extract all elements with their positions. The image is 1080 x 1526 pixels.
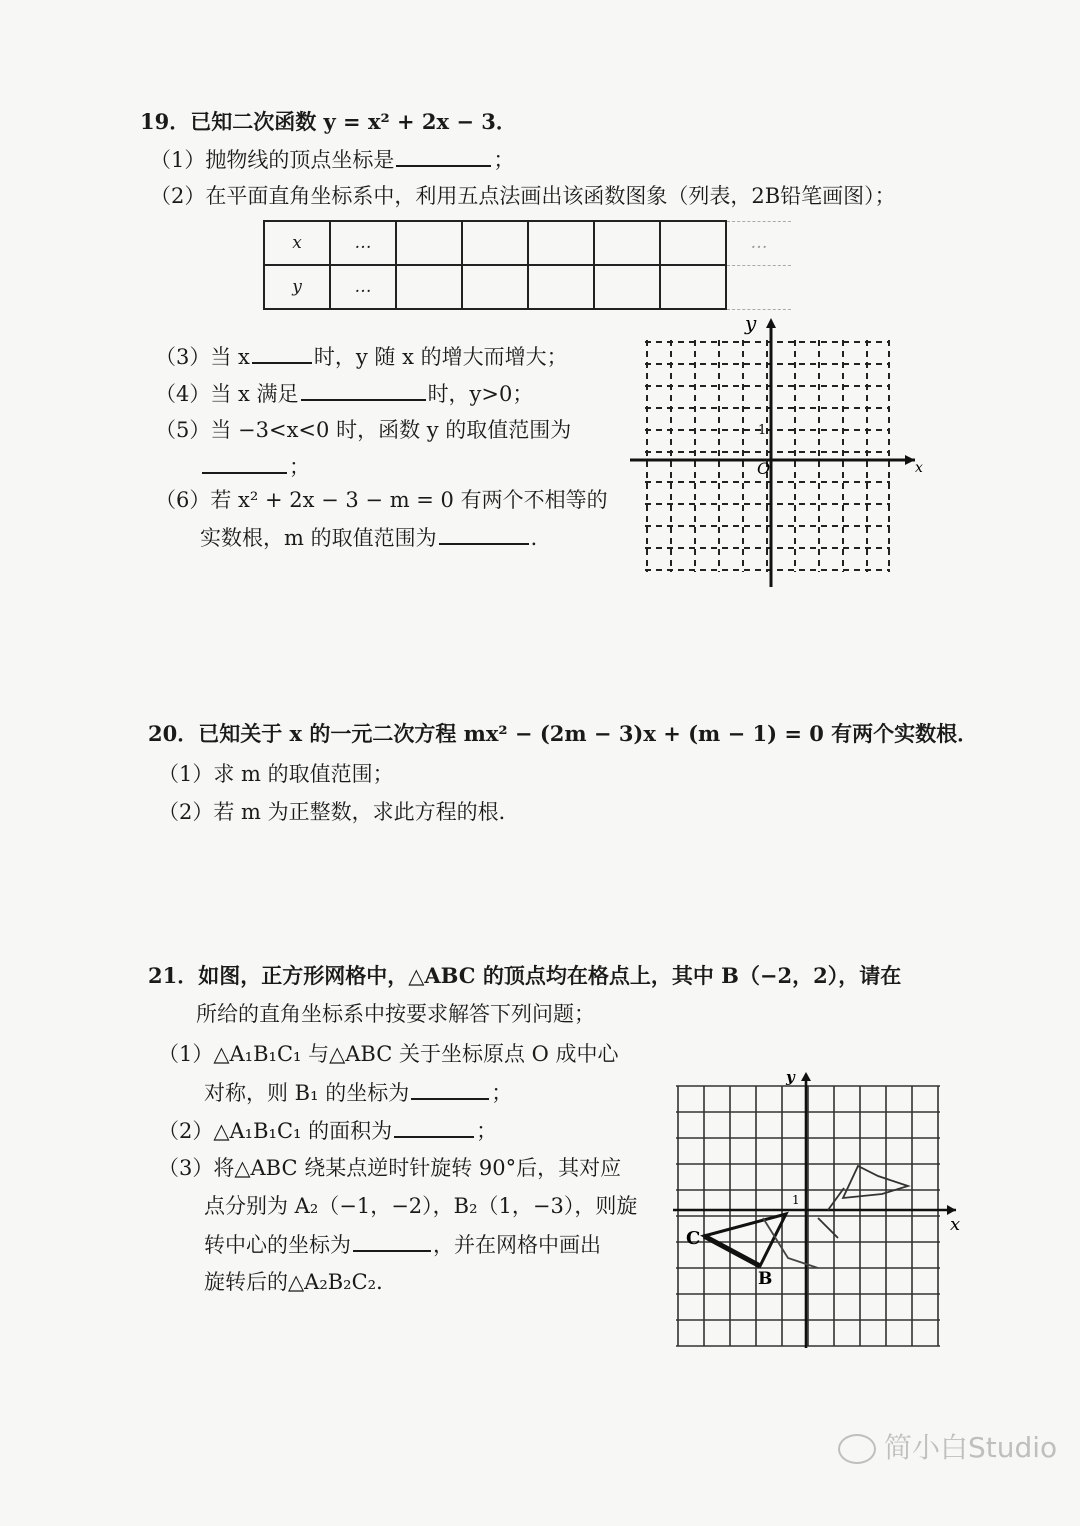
q19-part5-answer (200, 452, 310, 481)
q19-part3 (155, 342, 568, 371)
q21-part1-end: ； (491, 1081, 513, 1105)
answer-blank[interactable] (202, 452, 287, 474)
axes (673, 1074, 956, 1348)
answer-blank[interactable] (301, 379, 426, 401)
answer-blank[interactable] (396, 145, 491, 167)
q19-title: 19．已知二次函数 y = x² + 2x − 3． (140, 109, 517, 134)
q21-part3-line4: 旋转后的△A₂B₂C₂． (204, 1270, 398, 1294)
table-cell[interactable] (528, 221, 594, 265)
table-cell[interactable] (462, 265, 528, 309)
q20-title: 20．已知关于 x 的一元二次方程 mx² − (2m − 3)x + (m − 1) = 0 有两个实数根． (148, 721, 979, 746)
q21-part1-text: 对称，则 B₁ 的坐标为 (204, 1081, 410, 1105)
answer-blank[interactable] (353, 1230, 431, 1252)
q21-part2-end: ； (476, 1119, 498, 1143)
q19-part4-text2: 时，y>0； (427, 382, 534, 406)
answer-blank[interactable] (394, 1116, 474, 1138)
answer-blank[interactable] (411, 1078, 489, 1100)
q19-part5-end: ； (289, 455, 310, 479)
table-cell[interactable]: … (330, 221, 396, 265)
unit-label: 1 (758, 423, 767, 438)
table-cell[interactable] (594, 265, 660, 309)
q21-part3-line3 (204, 1230, 601, 1259)
table-cell[interactable]: … (330, 265, 396, 309)
grid-lines (676, 1086, 940, 1346)
table-header-y: y (264, 265, 330, 309)
x-arrow-icon (905, 455, 915, 465)
q21-title: 21．如图，正方形网格中，△ABC 的顶点均在格点上，其中 B（−2，2），请在 (148, 963, 902, 988)
wechat-icon (838, 1434, 876, 1464)
watermark (838, 1426, 1057, 1466)
q21-part3-line2: 点分别为 A₂（−1，−2），B₂（1，−3），则旋 (204, 1194, 638, 1218)
table-header-x: x (264, 221, 330, 265)
q21-part1-line2 (204, 1078, 512, 1107)
q19-part3-text2: 时，y 随 x 的增大而增大； (313, 345, 568, 369)
q19-coordinate-grid[interactable] (625, 312, 935, 592)
axis-arrows (766, 318, 915, 465)
q19-part6-text: 实数根，m 的取值范围为 (200, 526, 437, 550)
table-row (264, 265, 791, 309)
q19-part5: （5）当 −3<x<0 时，函数 y 的取值范围为 (155, 418, 572, 442)
table-cell[interactable] (396, 265, 462, 309)
point-c-label: C (686, 1228, 701, 1249)
table-cell[interactable] (528, 265, 594, 309)
y-arrow-icon (801, 1072, 811, 1081)
table-cell[interactable] (396, 221, 462, 265)
x-axis-label: x (950, 1214, 961, 1235)
table-cell[interactable] (660, 221, 726, 265)
q19-part4-text: （4）当 x 满足 (155, 382, 299, 406)
q19-part6: （6）若 x² + 2x − 3 − m = 0 有两个不相等的 (155, 488, 608, 512)
y-axis-label: y (745, 312, 757, 335)
q19-part1 (150, 145, 514, 174)
q21-part1: （1）△A₁B₁C₁ 与△ABC 关于坐标原点 O 成中心 (158, 1042, 619, 1066)
triangle-edge-cb (704, 1236, 760, 1266)
table-cell[interactable]: … (726, 221, 791, 265)
q21-title-line2: 所给的直角坐标系中按要求解答下列问题； (196, 1002, 595, 1026)
q19-part6-line2 (200, 523, 552, 552)
q19-part2: （2）在平面直角坐标系中，利用五点法画出该函数图象（列表，2B铅笔画图）； (150, 184, 896, 208)
q19-part3-text: （3）当 x (155, 345, 250, 369)
rotated-triangle-sketch (818, 1166, 908, 1238)
triangle-abc (704, 1214, 818, 1268)
table-cell[interactable] (660, 265, 726, 309)
q21-part3: （3）将△ABC 绕某点逆时针旋转 90°后，其对应 (158, 1156, 622, 1180)
dashed-grid-lines (645, 340, 890, 572)
q19-part1-text: （1）抛物线的顶点坐标是 (150, 148, 395, 172)
y-arrow-icon (766, 318, 776, 328)
q21-part3-text: 转中心的坐标为 (204, 1233, 351, 1257)
q20-part1: （1）求 m 的取值范围； (158, 762, 394, 786)
q21-part2-text: （2）△A₁B₁C₁ 的面积为 (158, 1119, 393, 1143)
table-cell[interactable] (462, 221, 528, 265)
origin-label: O (757, 459, 771, 478)
q19-part4 (155, 379, 533, 408)
q20-part2: （2）若 m 为正整数，求此方程的根． (158, 800, 520, 824)
one-label: 1 (792, 1193, 800, 1207)
x-axis-label: x (915, 460, 923, 476)
point-b-label: B (758, 1269, 773, 1289)
q19-part6-end: ． (530, 526, 552, 550)
q21-part2 (158, 1116, 497, 1145)
q21-grid-figure[interactable] (668, 1068, 968, 1353)
watermark-text: 简小白Studio (884, 1431, 1058, 1464)
y-axis-label: y (786, 1068, 795, 1086)
table-row (264, 221, 791, 265)
value-table (263, 220, 791, 310)
answer-blank[interactable] (252, 342, 312, 364)
table-cell[interactable] (594, 221, 660, 265)
answer-blank[interactable] (439, 523, 529, 545)
q21-part3-text2: ，并在网格中画出 (433, 1233, 601, 1257)
q19-part1-end: ； (493, 148, 515, 172)
table-cell[interactable] (726, 265, 791, 309)
